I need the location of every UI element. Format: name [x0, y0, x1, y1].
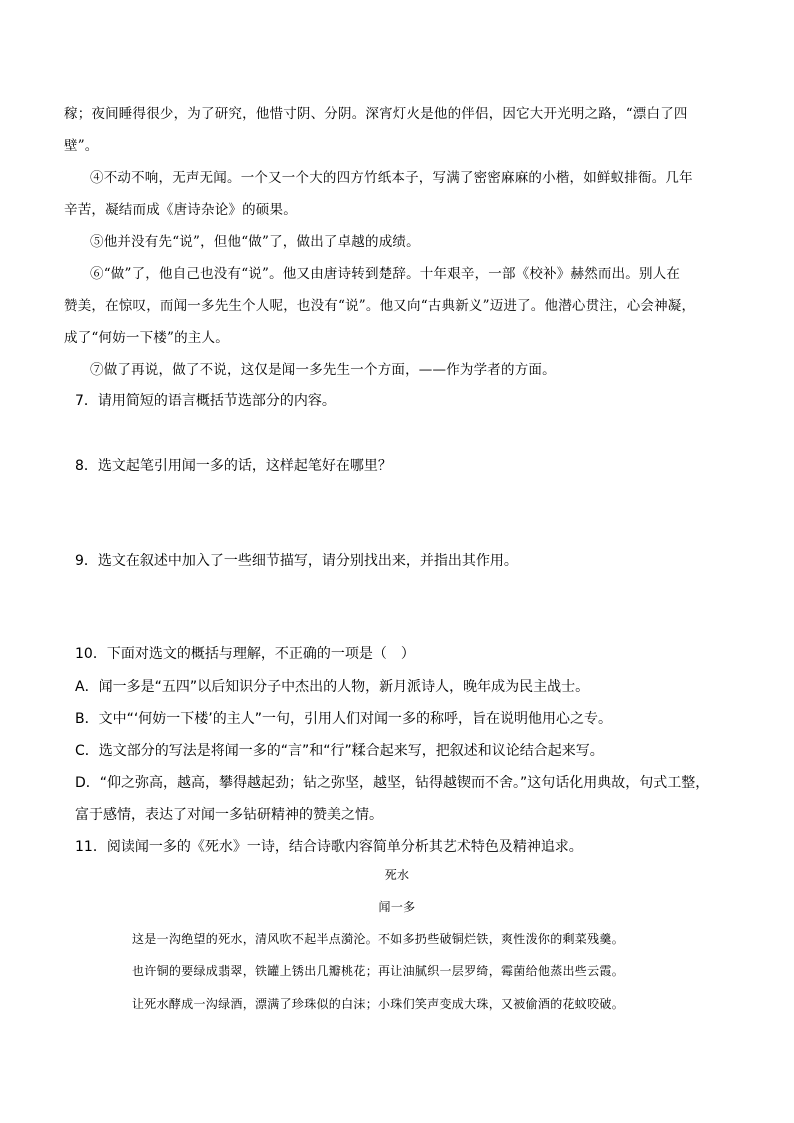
paragraph-5: ⑤他并没有先“说”，但他“做”了，做出了卓越的成绩。 — [90, 234, 420, 250]
paragraph-4: ④不动不响，无声无闻。一个又一个大的四方竹纸本子，写满了密密麻麻的小楷，如鲜蚁排衙。几年 — [90, 170, 693, 186]
paragraph-6: ⑥“做”了，他自己也没有“说”。他又由唐诗转到楚辞。十年艰辛，一部《校补》赫然而出。别人在 — [90, 266, 681, 282]
paragraph-4: 辛苦，凝结而成《唐诗杂论》的硕果。 — [64, 202, 297, 218]
question-11: 11．阅读闻一多的《死水》一诗，结合诗歌内容简单分析其艺术特色及精神追求。 — [75, 839, 583, 855]
paragraph-6: 赞美，在惊叹，而闻一多先生个人呢，也没有“说”。他又向“古典新义”迈进了。他潜心贯注，心会神凝， — [64, 298, 696, 314]
paragraph-7: ⑦做了再说，做了不说，这仅是闻一多先生一个方面，——作为学者的方面。 — [90, 362, 556, 378]
question-10-stem: 10．下面对选文的概括与理解，不正确的一项是（ ） — [75, 646, 415, 662]
poem-line: 也许铜的要绿成翡翠，铁罐上锈出几瓣桃花；再让油腻织一层罗绮，霉菌给他蒸出些云霞。 — [132, 964, 625, 978]
question-8: 8．选文起笔引用闻一多的话，这样起笔好在哪里？ — [75, 458, 392, 474]
poem-line: 让死水酵成一沟绿酒，漂满了珍珠似的白沫；小珠们笑声变成大珠，又被偷酒的花蚊咬破。 — [132, 997, 625, 1011]
question-10-option-b: B．文中“‘何妨一下楼’的主人”一句，引用人们对闻一多的称呼，旨在说明他用心之专。 — [75, 711, 613, 727]
question-9: 9．选文在叙述中加入了一些细节描写，请分别找出来，并指出其作用。 — [75, 553, 518, 569]
question-10-option-c: C．选文部分的写法是将闻一多的“言”和“行”糅合起来写，把叙述和议论结合起来写。 — [75, 743, 604, 759]
question-10-option-a: A．闻一多是“五四”以后知识分子中杰出的人物，新月派诗人，晚年成为民主战士。 — [75, 679, 590, 695]
question-10-option-d: 富于感情，表达了对闻一多钻研精神的赞美之情。 — [75, 807, 383, 823]
passage-line: 壁”。 — [64, 138, 99, 154]
question-7: 7．请用简短的语言概括节选部分的内容。 — [75, 393, 336, 409]
paragraph-6: 成了“何妨一下楼”的主人。 — [64, 330, 229, 346]
poem-title: 死水 — [384, 868, 410, 882]
poem-author: 闻一多 — [378, 900, 416, 914]
question-10-option-d: D．“仰之弥高，越高，攀得越起劲；钻之弥坚，越坚，钻得越锲而不舍。”这句话化用典故，句式工整， — [75, 775, 710, 791]
passage-line: 稼；夜间睡得很少，为了研究，他惜寸阴、分阴。深宵灯火是他的伴侣，因它大开光明之路，“漂白了四 — [64, 106, 688, 122]
poem-line: 这是一沟绝望的死水，清风吹不起半点漪沦。不如多扔些破铜烂铁，爽性泼你的剩菜残羹。 — [132, 932, 625, 946]
